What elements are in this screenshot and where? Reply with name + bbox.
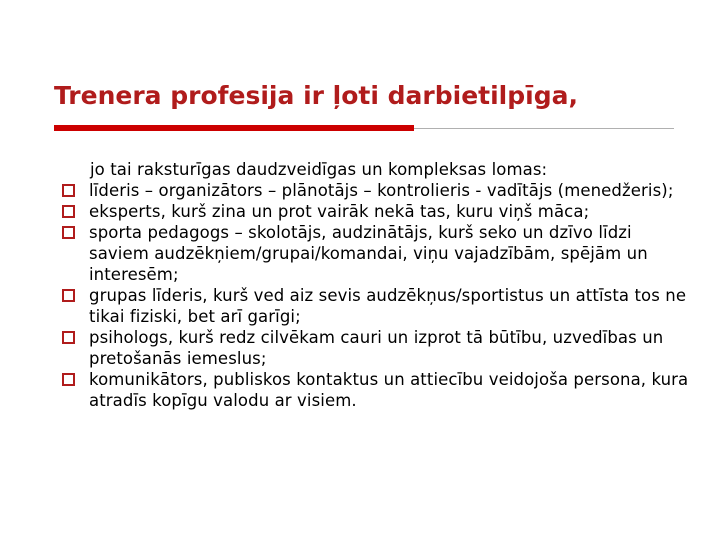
- list-item: [60, 180, 692, 201]
- intro-text: jo tai raksturīgas daudzveidīgas un kompleksas lomas:: [90, 160, 548, 179]
- hollow-square-icon: [62, 226, 75, 239]
- slide-body: [60, 159, 692, 411]
- hollow-square-icon: [62, 205, 75, 218]
- list-item: [60, 201, 692, 222]
- list-item-text: psihologs, kurš redz cilvēkam cauri un izprot tā būtību, uzvedības un pretošanās iemeslus;: [89, 328, 664, 368]
- roles-list: [60, 180, 692, 411]
- list-item-text: līderis – organizātors – plānotājs – kontrolieris - vadītājs (menedžeris);: [89, 181, 674, 200]
- hollow-square-icon: [62, 331, 75, 344]
- list-item-text: grupas līderis, kurš ved aiz sevis audzēkņus/sportistus un attīsta tos ne tikai fiziski, bet arī garīgi;: [89, 286, 687, 326]
- list-item-text: komunikātors, publiskos kontaktus un attiecību veidojoša persona, kura atradīs kopīgu valodu ar visiem.: [89, 370, 689, 410]
- list-item-text: sporta pedagogs – skolotājs, audzinātājs, kurš seko un dzīvo līdzi saviem audzēkņiem/grupai/komandai, viņu vajadzībām, spējām un interesēm;: [89, 223, 648, 284]
- hollow-square-icon: [62, 373, 75, 386]
- list-item: [60, 285, 692, 327]
- title-accent-bar: [54, 125, 414, 131]
- list-item: [60, 222, 692, 285]
- list-item: [60, 327, 692, 369]
- list-item: [60, 369, 692, 411]
- hollow-square-icon: [62, 289, 75, 302]
- slide-title: Trenera profesija ir ļoti darbietilpīga,: [54, 81, 578, 110]
- list-item-text: eksperts, kurš zina un prot vairāk nekā tas, kuru viņš māca;: [89, 202, 590, 221]
- hollow-square-icon: [62, 184, 75, 197]
